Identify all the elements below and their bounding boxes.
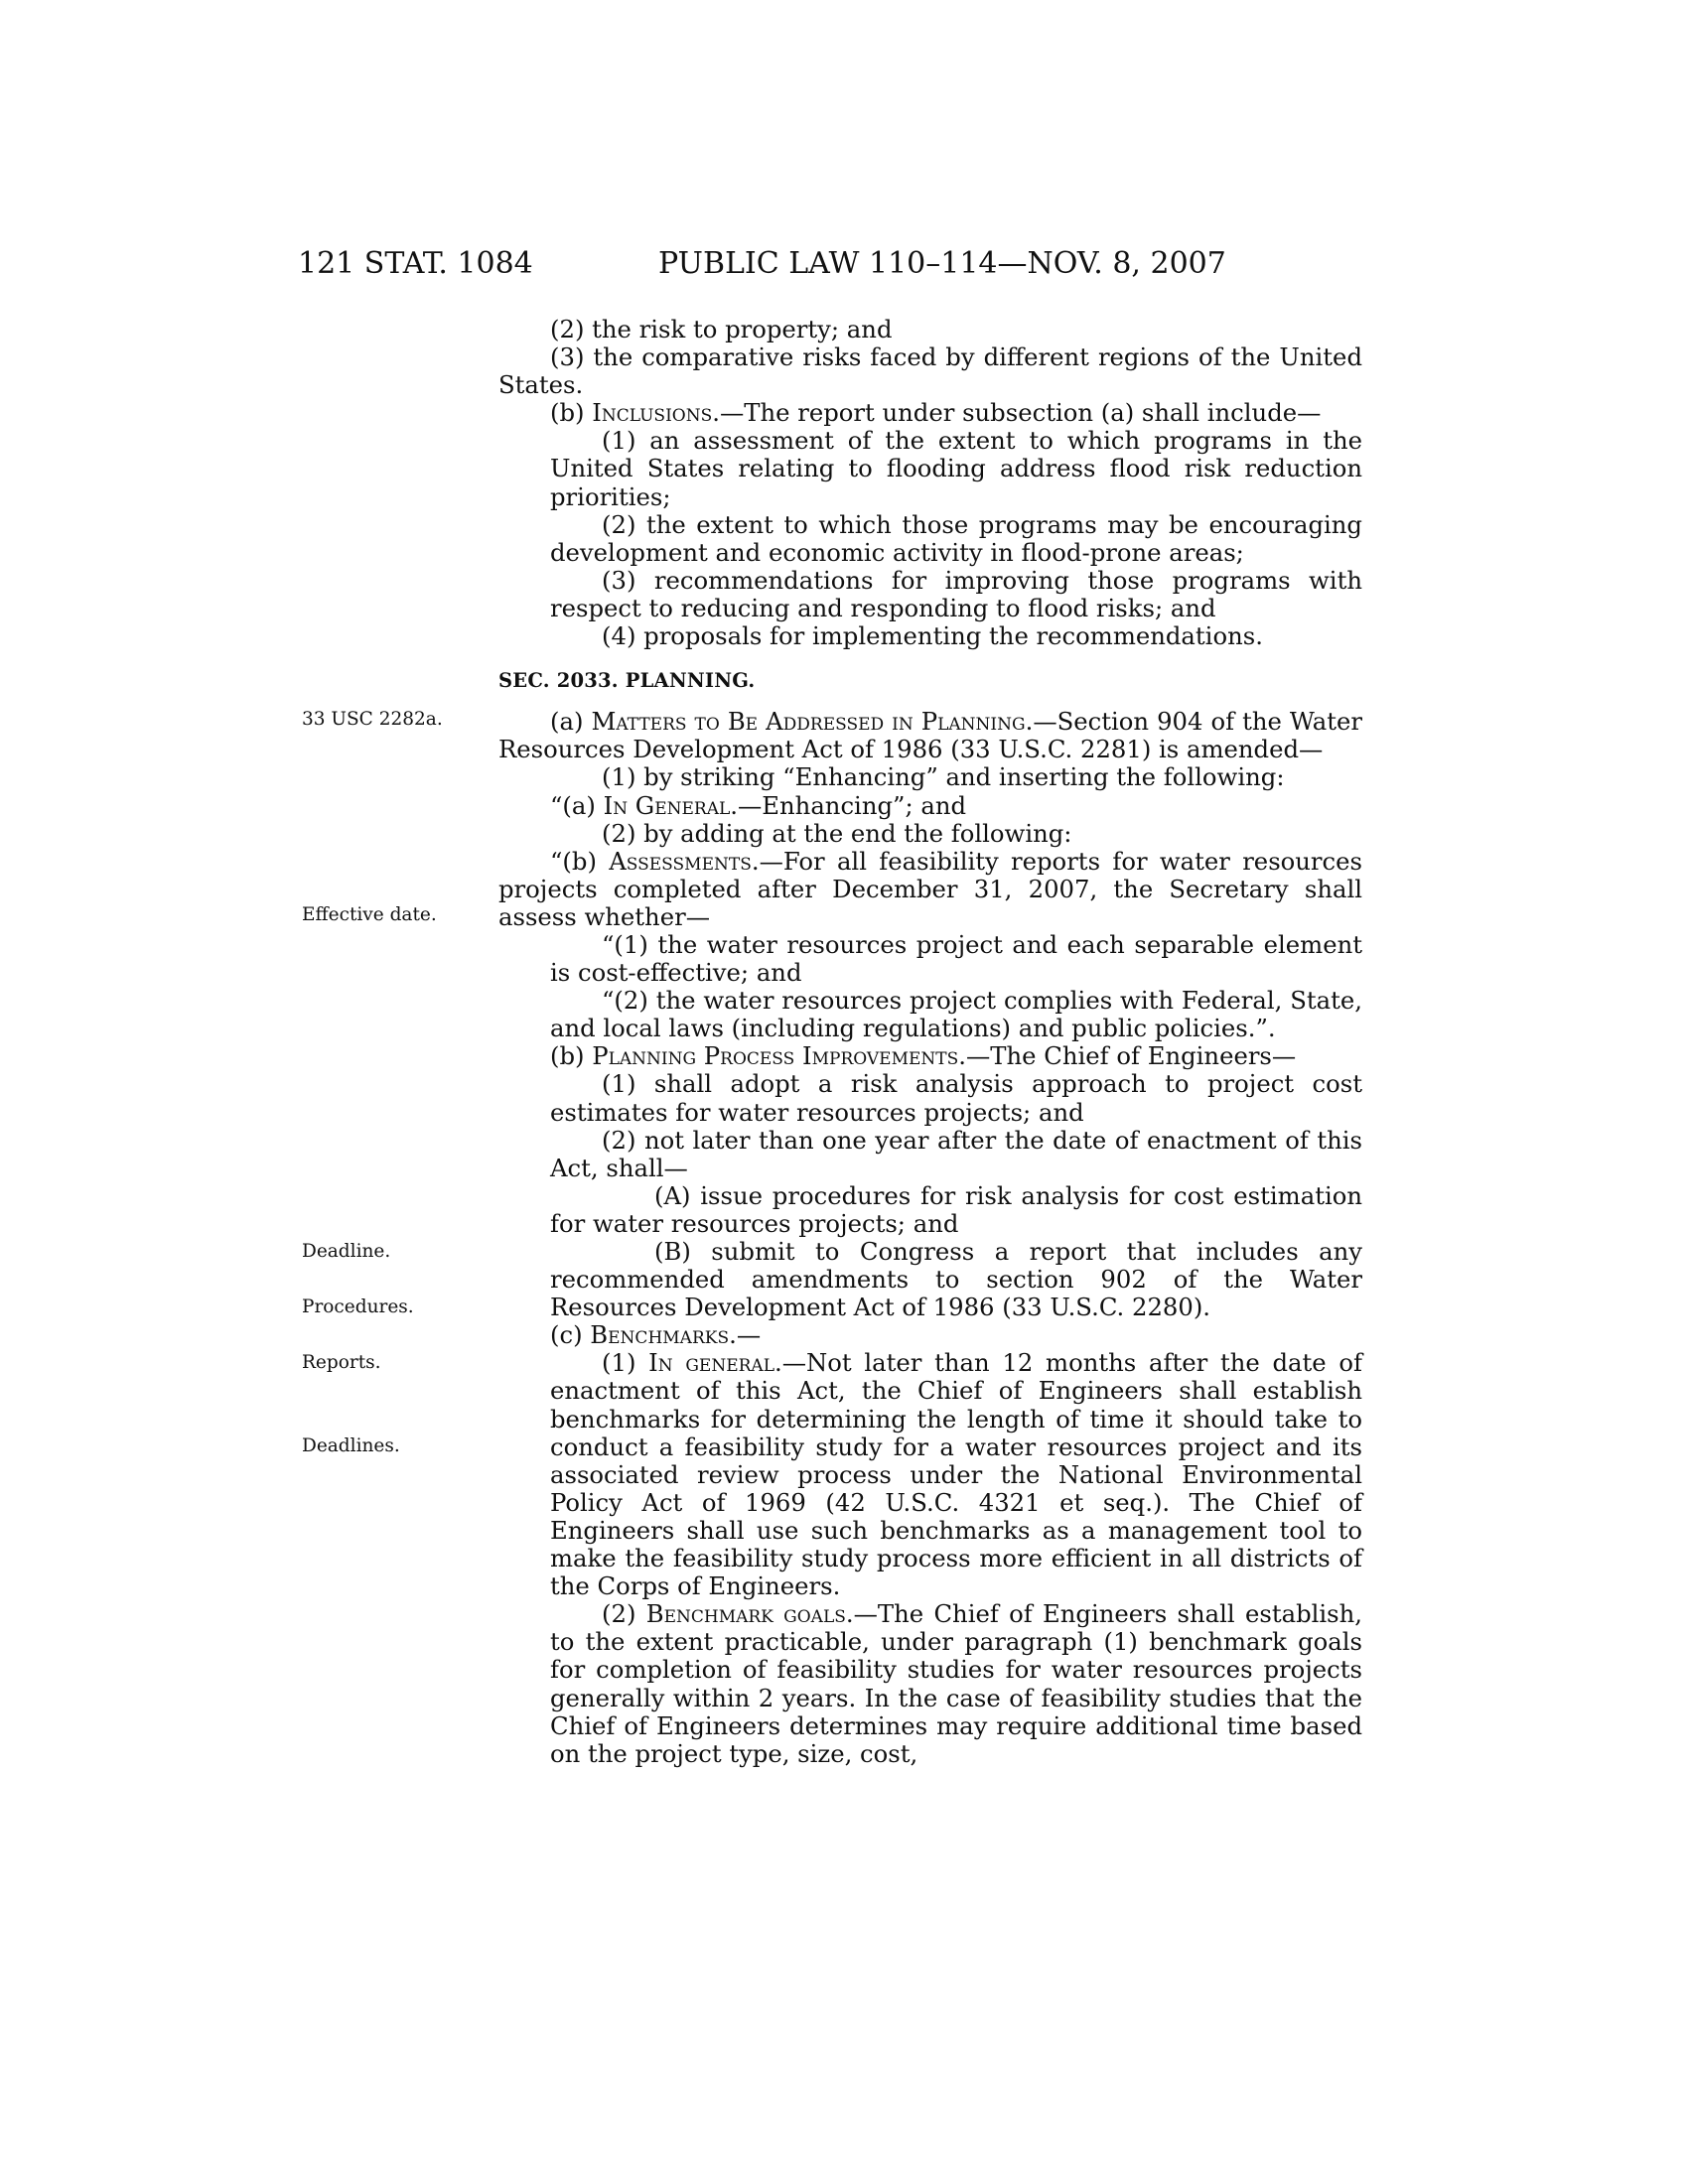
quoted-heading: Assessments — [609, 846, 752, 876]
subsection-number: (b) — [550, 1041, 593, 1071]
margin-note-deadlines: Deadlines. — [302, 1435, 400, 1456]
quoted-number: “(a) — [550, 790, 604, 820]
subsection-number: (a) — [550, 707, 592, 737]
paragraph-b2: (2) the extent to which those programs may be encouraging development and economic activity in flood-prone areas; — [550, 509, 1362, 567]
paragraph-sa2: (2) by adding at the end the following: — [602, 818, 1072, 848]
quoted-paragraph-2: “(2) the water resources project complies with Federal, State, and local laws (including regulations) and public policies.”. — [550, 986, 1362, 1043]
subsection-text: .—Section 904 of the Water Resources Development Act of 1986 (33 U.S.C. 2281) is amended— — [498, 707, 1362, 764]
paragraph-sb2: (2) not later than one year after the date of enactment of this Act, shall— — [550, 1125, 1362, 1182]
statute-body — [498, 316, 1362, 1768]
margin-note-procedures: Procedures. — [302, 1297, 414, 1317]
paragraph-sc2 — [498, 1600, 1362, 1768]
paragraph-b3: (3) recommendations for improving those programs with respect to reducing and responding to flood risks; and — [550, 565, 1362, 622]
subparagraph-sbA: (A) issue procedures for risk analysis for cost estimation for water resources projects; and — [550, 1180, 1362, 1238]
margin-note-reports: Reports. — [302, 1352, 381, 1373]
paragraph-sc1 — [498, 1349, 1362, 1600]
subsection-c-benchmarks — [498, 1321, 1362, 1349]
paragraph-b1: (1) an assessment of the extent to which programs in the United States relating to flooding address flood risk reduction priorities; — [550, 426, 1362, 511]
subsection-heading: Benchmarks — [590, 1320, 730, 1350]
subsection-number: (c) — [550, 1320, 591, 1350]
quoted-subsection-b-assessments — [498, 848, 1362, 931]
margin-note-effective-date: Effective date. — [302, 904, 437, 925]
paragraph-a2: (2) the risk to property; and — [550, 315, 893, 343]
paragraph-a3: (3) the comparative risks faced by different regions of the United States. — [498, 342, 1362, 400]
public-law-title: PUBLIC LAW 110–114—NOV. 8, 2007 — [658, 246, 1226, 281]
paragraph-heading: Benchmark goals — [645, 1599, 846, 1629]
subsection-heading: Planning Process Improvements — [592, 1041, 959, 1071]
paragraph-sb1: (1) shall adopt a risk analysis approach to project cost estimates for water resources projects; and — [550, 1069, 1362, 1127]
subsection-heading: Inclusions — [592, 398, 713, 428]
quoted-text: .—Enhancing”; and — [730, 790, 967, 820]
page-header — [0, 246, 1688, 286]
paragraph-text: .—The Chief of Engineers shall establish, to the extent practicable, under paragraph (1) benchmark goals for completion of feasibility studies for water resources projects generally within 2 years. In the case of feasibility studies that the Chief of Engineers determines may require additional time based on the project type, size, cost, — [550, 1599, 1363, 1768]
paragraph-text: .—Not later than 12 months after the date of enactment of this Act, the Chief of Engineers shall establish benchmarks for determining the length of time it should take to conduct a feasibility study for a water resources project and its associated review process under the National Environmental Policy Act of 1969 (42 U.S.C. 4321 et seq.). The Chief of Engineers shall use such benchmarks as a management tool to make the feasibility study process more efficient in all districts of the Corps of Engineers. — [550, 1348, 1362, 1601]
subsection-heading: Matters to Be Addressed in Planning — [591, 707, 1026, 737]
paragraph-sa1: (1) by striking “Enhancing” and inserting the following: — [602, 762, 1285, 792]
subsection-b-inclusions — [498, 399, 1362, 427]
margin-note-usc: 33 USC 2282a. — [302, 709, 443, 730]
quoted-paragraph-1: “(1) the water resources project and each separable element is cost-effective; and — [550, 929, 1362, 988]
margin-note-deadline: Deadline. — [302, 1241, 391, 1262]
subsection-a-matters — [498, 708, 1362, 763]
subsection-text: .—The report under subsection (a) shall include— — [712, 398, 1322, 428]
paragraph-b4: (4) proposals for implementing the recommendations. — [602, 621, 1263, 651]
subsection-b-planning-process — [498, 1042, 1362, 1070]
quoted-number: “(b) — [550, 846, 610, 876]
subparagraph-sbB: (B) submit to Congress a report that includes any recommended amendments to section 902 of the Water Resources Development Act of 1986 (33 U.S.C. 2280). — [550, 1237, 1362, 1322]
subsection-number: (b) — [550, 398, 593, 428]
quoted-text: .—For all feasibility reports for water resources projects completed after December 31, 2007, the Secretary shall assess whether— — [498, 846, 1363, 931]
paragraph-number: (1) — [602, 1348, 649, 1378]
quoted-heading: In General — [603, 790, 731, 820]
paragraph-heading: In general — [648, 1348, 774, 1378]
subsection-text: .— — [729, 1320, 762, 1350]
subsection-text: .—The Chief of Engineers— — [958, 1041, 1297, 1071]
quoted-subsection-a — [498, 792, 1362, 820]
paragraph-number: (2) — [602, 1599, 646, 1629]
section-heading: SEC. 2033. PLANNING. — [498, 669, 756, 693]
stat-page-number: 121 STAT. 1084 — [298, 246, 533, 281]
